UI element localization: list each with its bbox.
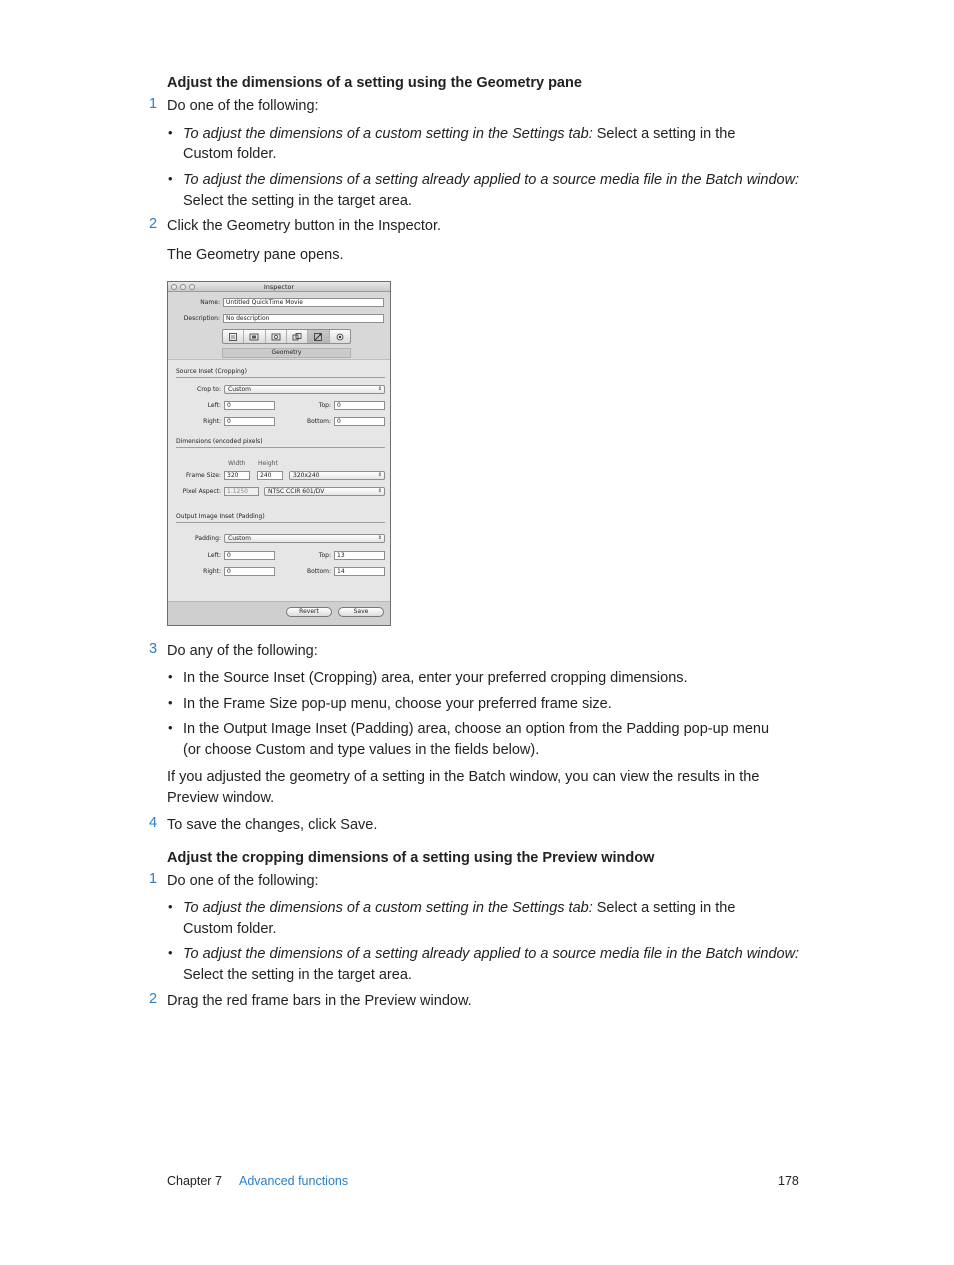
geometry-pane-button[interactable] — [308, 330, 329, 343]
geometry-icon — [313, 332, 323, 342]
step-number: 1 — [149, 96, 158, 112]
bullet: • — [168, 945, 173, 960]
step-text: Drag the red frame bars in the Preview window. — [167, 993, 472, 1009]
bullet-text: In the Output Image Inset (Padding) area, choose an option from the Padding pop-up menu — [183, 721, 770, 737]
popup-arrows-icon: ⇕ — [377, 535, 382, 541]
filters-pane-button[interactable] — [287, 330, 308, 343]
bottom-label: Bottom: — [306, 568, 331, 575]
divider — [176, 377, 385, 378]
padding-value: Custom — [228, 535, 251, 542]
step-number: 1 — [149, 871, 158, 887]
right-label: Right: — [203, 418, 221, 425]
left-label: Left: — [207, 552, 221, 559]
encoder-icon — [249, 332, 259, 342]
bullet-text-line2: Select the setting in the target area. — [183, 967, 412, 983]
frame-controls-icon — [271, 332, 281, 342]
crop-to-value: Custom — [228, 386, 251, 393]
bullet-italic: To adjust the dimensions of a setting already applied to a source media file in the Batch window: — [183, 172, 800, 188]
bullet-italic: To adjust the dimensions of a setting already applied to a source media file in the Batch window: — [183, 946, 800, 962]
bullet-text: In the Source Inset (Cropping) area, enter your preferred cropping dimensions. — [183, 670, 688, 686]
section-heading-geometry: Adjust the dimensions of a setting using the Geometry pane — [167, 75, 582, 91]
popup-arrows-icon: ⇕ — [377, 488, 382, 494]
actions-icon — [335, 332, 345, 342]
pixel-aspect-field: 1.1250 — [224, 487, 259, 496]
name-field[interactable]: Untitled QuickTime Movie — [223, 298, 384, 307]
bullet-italic: To adjust the dimensions of a custom setting in the Settings tab: — [183, 126, 593, 142]
crop-left-field[interactable]: 0 — [224, 401, 275, 410]
summary-pane-button[interactable] — [223, 330, 244, 343]
pixel-aspect-label: Pixel Aspect: — [182, 488, 221, 495]
bullet: • — [168, 125, 173, 140]
bullet-text-line2: Custom folder. — [183, 921, 277, 937]
paragraph: If you adjusted the geometry of a setting in the Batch window, you can view the results in the — [167, 769, 760, 785]
step-number: 2 — [149, 991, 158, 1007]
left-label: Left: — [207, 402, 221, 409]
top-label: Top: — [318, 552, 331, 559]
footer-chapter: Chapter 7 — [167, 1174, 222, 1188]
name-label: Name: — [200, 299, 220, 306]
right-label: Right: — [203, 568, 221, 575]
filters-icon — [292, 332, 302, 342]
geometry-pane — [168, 360, 390, 601]
height-column-label: Height — [258, 460, 278, 467]
frame-size-value: 320x240 — [293, 472, 320, 479]
bullet: • — [168, 720, 173, 735]
bullet-rest: Select a setting in the — [592, 900, 736, 916]
save-button[interactable]: Save — [338, 607, 384, 617]
bottom-label: Bottom: — [306, 418, 331, 425]
pixel-aspect-popup[interactable] — [264, 487, 385, 496]
bullet-text-line2: Select the setting in the target area. — [183, 193, 412, 209]
padding-popup[interactable] — [224, 534, 385, 543]
step-number: 3 — [149, 641, 158, 657]
popup-arrows-icon: ⇕ — [377, 386, 382, 392]
source-inset-title: Source Inset (Cropping) — [176, 368, 247, 375]
bullet-rest: Select a setting in the — [592, 126, 736, 142]
actions-pane-button[interactable] — [330, 330, 350, 343]
bullet-text — [183, 898, 735, 919]
step-text: Do one of the following: — [167, 98, 319, 114]
paragraph-line2: Preview window. — [167, 790, 275, 806]
pad-right-field[interactable]: 0 — [224, 567, 275, 576]
bullet-text-line2: Custom folder. — [183, 146, 277, 162]
frame-controls-pane-button[interactable] — [266, 330, 287, 343]
popup-arrows-icon: ⇕ — [377, 472, 382, 478]
frame-width-field[interactable]: 320 — [224, 471, 250, 480]
step-number: 2 — [149, 216, 158, 232]
output-inset-title: Output Image Inset (Padding) — [176, 513, 265, 520]
crop-to-popup[interactable] — [224, 385, 385, 394]
step-text: To save the changes, click Save. — [167, 817, 378, 833]
pixel-aspect-value: NTSC CCIR 601/DV — [268, 488, 325, 495]
section-heading-preview: Adjust the cropping dimensions of a setting using the Preview window — [167, 850, 655, 866]
pane-title: Geometry — [222, 348, 351, 358]
crop-to-label: Crop to: — [197, 386, 221, 393]
bullet: • — [168, 695, 173, 710]
window-title: Inspector — [263, 283, 295, 291]
bullet: • — [168, 899, 173, 914]
width-column-label: Width — [228, 460, 246, 467]
top-label: Top: — [318, 402, 331, 409]
bullet-text-line2: (or choose Custom and type values in the fields below). — [183, 742, 540, 758]
crop-right-field[interactable]: 0 — [224, 417, 275, 426]
inspector-window — [167, 281, 391, 626]
bullet-text — [183, 124, 735, 145]
step-text: Do one of the following: — [167, 873, 319, 889]
window-titlebar — [168, 282, 390, 292]
pad-left-field[interactable]: 0 — [224, 551, 275, 560]
page-number: 178 — [778, 1174, 799, 1188]
bullet-italic: To adjust the dimensions of a custom setting in the Settings tab: — [183, 900, 593, 916]
padding-label: Padding: — [195, 535, 221, 542]
crop-top-field[interactable]: 0 — [334, 401, 385, 410]
frame-height-field[interactable]: 240 — [257, 471, 283, 480]
pad-top-field[interactable]: 13 — [334, 551, 385, 560]
step-number: 4 — [149, 815, 158, 831]
pad-bottom-field[interactable]: 14 — [334, 567, 385, 576]
revert-button[interactable]: Revert — [286, 607, 332, 617]
bullet: • — [168, 171, 173, 186]
description-label: Description: — [183, 315, 220, 322]
crop-bottom-field[interactable]: 0 — [334, 417, 385, 426]
summary-icon — [228, 332, 238, 342]
encoder-pane-button[interactable] — [244, 330, 265, 343]
bullet-text: In the Frame Size pop-up menu, choose your preferred frame size. — [183, 696, 612, 712]
step-text: Click the Geometry button in the Inspector. — [167, 218, 442, 234]
divider — [176, 447, 385, 448]
description-field[interactable]: No description — [223, 314, 384, 323]
divider — [176, 522, 385, 523]
frame-size-label: Frame Size: — [186, 472, 221, 479]
dimensions-title: Dimensions (encoded pixels) — [176, 438, 263, 445]
pane-toolbar — [222, 329, 351, 344]
footer-chapter-title[interactable]: Advanced functions — [239, 1174, 349, 1188]
step-text: Do any of the following: — [167, 643, 318, 659]
bullet: • — [168, 669, 173, 684]
frame-size-popup[interactable] — [289, 471, 385, 480]
step-note: The Geometry pane opens. — [167, 247, 344, 263]
